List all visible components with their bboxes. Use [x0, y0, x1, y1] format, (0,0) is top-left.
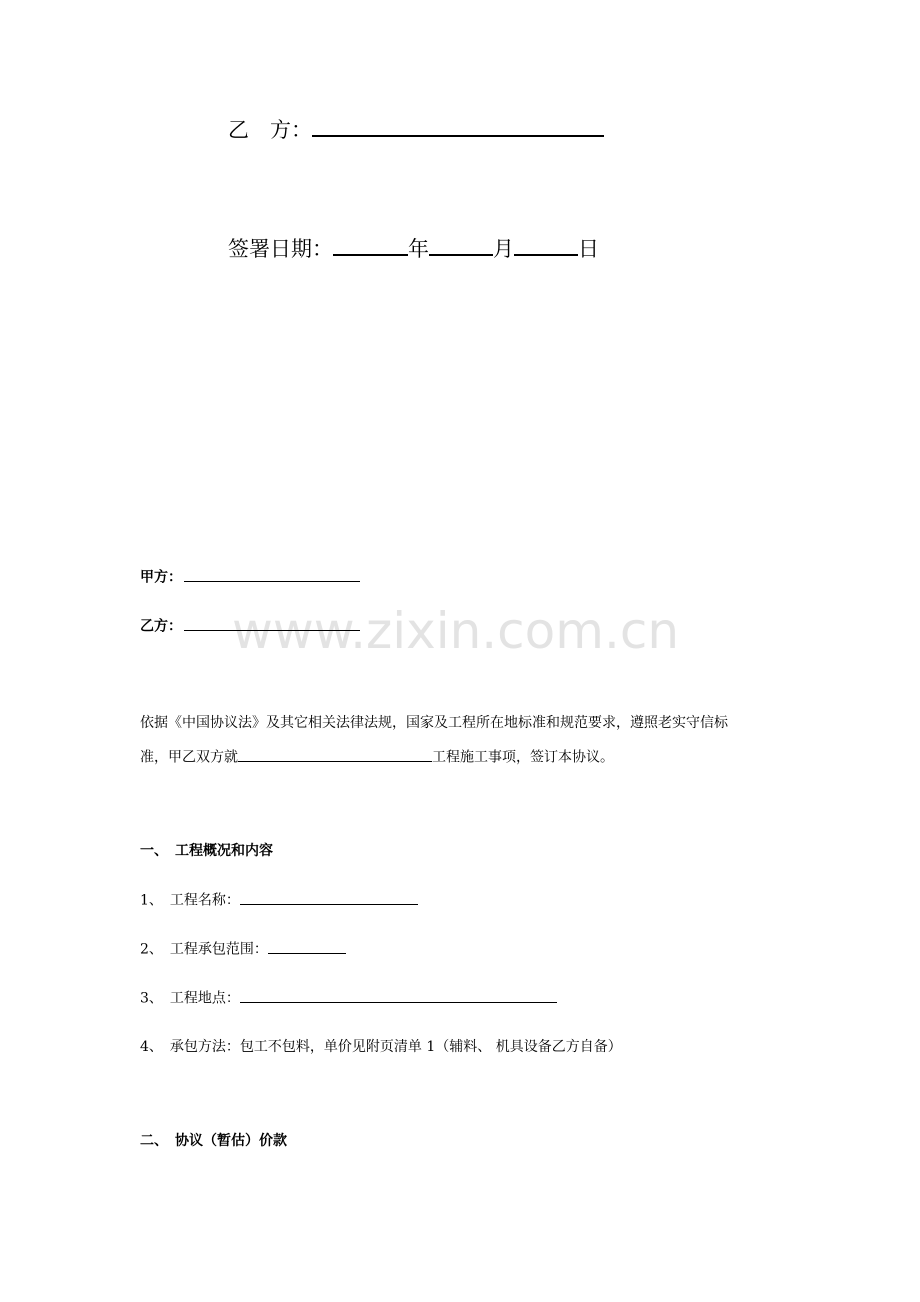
watermark: www.zixin.com.cn — [232, 602, 680, 660]
party-b-blank — [184, 615, 360, 631]
year-blank — [333, 232, 408, 256]
section-1-title: 一、 工程概况和内容 — [140, 843, 273, 859]
intro-line-2-prefix: 准，甲乙双方就 — [140, 749, 238, 766]
list-item — [140, 938, 346, 959]
item-3-label: 3、 工程地点： — [140, 990, 240, 1007]
list-item — [140, 987, 557, 1008]
month-blank — [429, 232, 493, 256]
intro-line-2 — [140, 746, 614, 767]
year-label: 年 — [408, 237, 429, 262]
item-1-label: 1、 工程名称： — [140, 892, 240, 909]
cover-party-b-blank — [312, 113, 604, 137]
cover-party-b-line — [228, 113, 604, 144]
signing-date-label: 签署日期： — [228, 237, 333, 262]
party-a-blank — [184, 566, 360, 582]
intro-line-1: 依据《中国协议法》及其它相关法律法规，国家及工程所在地标准和规范要求，遵照老实守信标 — [140, 715, 728, 731]
intro-line-2-suffix: 工程施工事项，签订本协议。 — [432, 749, 614, 766]
list-item: 4、 承包方法：包工不包料，单价见附页清单 1（辅料、 机具设备乙方自备） — [140, 1039, 622, 1055]
item-2-blank — [268, 938, 346, 954]
cover-signing-date-line — [228, 232, 599, 263]
party-a-line — [140, 566, 360, 587]
party-b-line — [140, 615, 360, 636]
section-2-title: 二、 协议（暂估）价款 — [140, 1133, 287, 1149]
item-2-label: 2、 工程承包范围： — [140, 941, 268, 958]
cover-party-b-label: 乙 方： — [228, 118, 312, 143]
day-label: 日 — [578, 237, 599, 262]
item-3-blank — [240, 987, 557, 1003]
month-label: 月 — [493, 237, 514, 262]
party-a-label: 甲方： — [140, 569, 182, 586]
project-name-blank — [238, 746, 432, 762]
day-blank — [514, 232, 578, 256]
list-item — [140, 889, 418, 910]
item-1-blank — [240, 889, 418, 905]
party-b-label: 乙方： — [140, 618, 182, 635]
